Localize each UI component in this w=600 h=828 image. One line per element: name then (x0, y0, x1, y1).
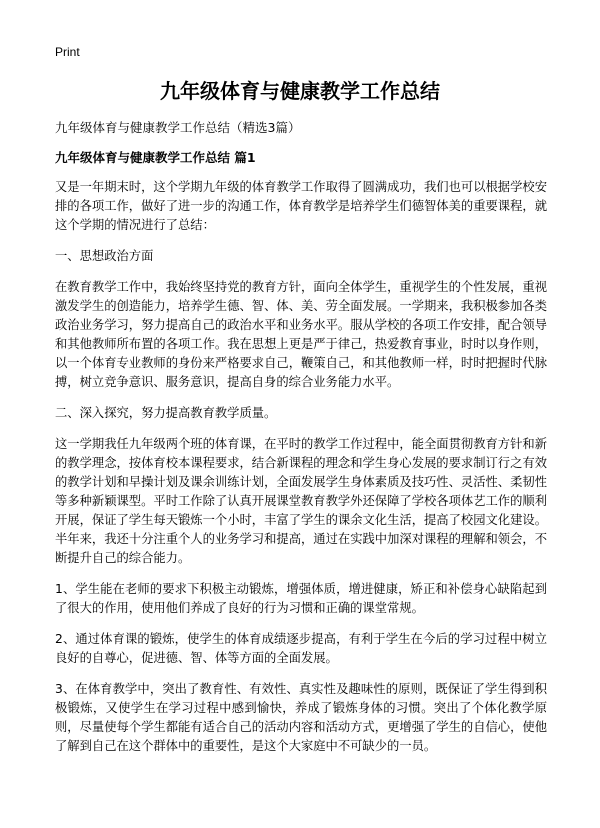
paragraph-point-1: 1、学生能在老师的要求下积极主动锻炼，增强体质，增进健康，矫正和补偿身心缺陷起到了很大的作用，使用他们养成了良好的行为习惯和正确的课堂常规。 (55, 582, 547, 615)
paragraph-point-3: 3、在体育教学中，突出了教育性、有效性、真实性及趣味性的原则，既保证了学生得到积极锻炼，又使学生在学习过程中感到愉快，养成了锻炼身体的习惯。突出了个体化教学原则，尽量使每个学生都能有适合自己的活动内容和活动方式，更增强了学生的自信心，使他了解到自己在这个群体中的重要性，是这个大家庭中不可缺少的一员。 (55, 682, 547, 753)
paragraph-heading-quality: 二、深入探究，努力提高教育教学质量。 (55, 406, 277, 420)
paragraph-intro: 又是一年期末时，这个学期九年级的体育教学工作取得了圆满成功，我们也可以根据学校安排的各项工作，做好了进一步的沟通工作，体育教学是培养学生们德智体美的重要课程，就这个学期的情况进行了总结： (55, 180, 547, 232)
document-subtitle: 九年级体育与健康教学工作总结（精选3篇） (55, 120, 301, 135)
paragraph-politics: 在教育教学工作中，我始终坚持党的教育方针，面向全体学生，重视学生的个性发展，重视激发学生的创造能力，培养学生德、智、体、美、劳全面发展。一学期来，我积极参加各类政治业务学习，努力提高自己的政治水平和业务水平。服从学校的各项工作安排，配合领导和其他教师所布置的各项工作。我在思想上更是严于律己，热爱教育事业，时时以身作则，以一个体育专业教师的身份来严格要求自己，鞭策自己，和其他教师一样，时时把握时代脉搏，树立竞争意识、服务意识，提高自身的综合业务能力水平。 (55, 280, 547, 389)
print-link[interactable]: Print (55, 45, 80, 59)
document-body (55, 178, 547, 768)
paragraph-quality: 这一学期我任九年级两个班的体育课，在平时的教学工作过程中，能全面贯彻教育方针和新的教学理念，按体育校本课程要求，结合新课程的理念和学生身心发展的要求制订行之有效的教学计划和早操计划及课余训练计划，全面发展学生身体素质及技巧性、灵活性、柔韧性等多种新颖课型。平时工作除了认真开展课堂教育教学外还保障了学校各项体艺工作的顺利开展，保证了学生每天锻炼一个小时，丰富了学生的课余文化生活，提高了校园文化建设。半年来，我还十分注重个人的业务学习和提高，通过在实践中加深对课程的理解和领会，不断提升自己的综合能力。 (55, 437, 547, 565)
section-heading: 九年级体育与健康教学工作总结 篇1 (55, 150, 256, 165)
paragraph-heading-politics: 一、思想政治方面 (55, 249, 154, 263)
document-title: 九年级体育与健康教学工作总结 (160, 79, 440, 103)
paragraph-point-2: 2、通过体育课的锻炼，使学生的体育成绩逐步提高，有利于学生在今后的学习过程中树立良好的自尊心，促进德、智、体等方面的全面发展。 (55, 632, 547, 665)
